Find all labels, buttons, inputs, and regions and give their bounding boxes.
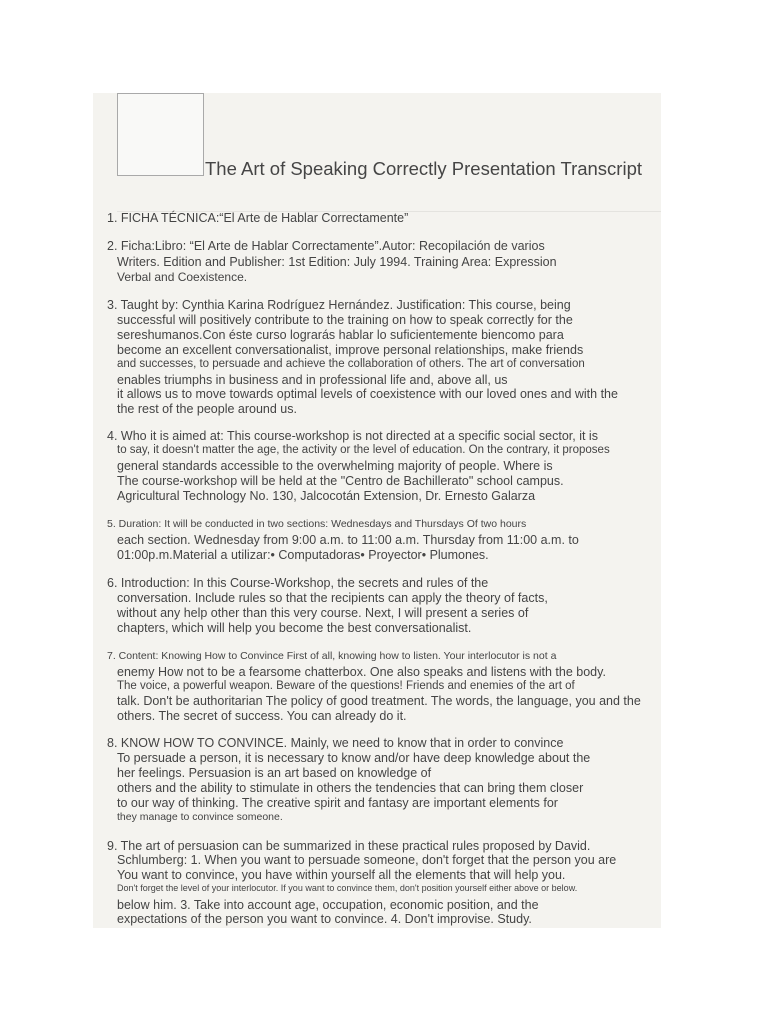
transcript-line: Don't forget the level of your interlocutor. If you want to convince them, don't position yourself either above or below. xyxy=(117,883,578,893)
transcript-line: 4. Who it is aimed at: This course-workshop is not directed at a specific social sector, it is xyxy=(107,429,598,443)
transcript-line: The course-workshop will be held at the "Centro de Bachillerato" school campus. xyxy=(117,474,564,488)
transcript-line: Schlumberg: 1. When you want to persuade someone, don't forget that the person you are xyxy=(117,853,617,867)
transcript-line: expectations of the person you want to convince. 4. Don't improvise. Study. xyxy=(117,912,532,926)
page-title: The Art of Speaking Correctly Presentation Transcript xyxy=(205,158,643,179)
transcript-line: others. The secret of success. You can already do it. xyxy=(117,709,407,723)
transcript-line: Writers. Edition and Publisher: 1st Edition: July 1994. Training Area: Expression xyxy=(117,255,557,269)
transcript-line: To persuade a person, it is necessary to know and/or have deep knowledge about the xyxy=(117,751,591,765)
transcript-line: others and the ability to stimulate in others the tendencies that can bring them closer xyxy=(117,781,584,795)
transcript-line: 6. Introduction: In this Course-Workshop, the secrets and rules of the xyxy=(107,576,489,590)
transcript-line: the rest of the people around us. xyxy=(117,402,297,416)
transcript-line: each section. Wednesday from 9:00 a.m. to 11:00 a.m. Thursday from 11:00 a.m. to xyxy=(117,533,579,547)
transcript-line: 2. Ficha:Libro: “El Arte de Hablar Correctamente”.Autor: Recopilación de varios xyxy=(107,239,545,253)
transcript-line: they manage to convince someone. xyxy=(117,811,283,823)
transcript-line: You want to convince, you have within yourself all the elements that will help you. xyxy=(117,868,566,882)
transcript-line: general standards accessible to the overwhelming majority of people. Where is xyxy=(117,459,553,473)
transcript-line: chapters, which will help you become the best conversationalist. xyxy=(117,621,472,635)
transcript-line: 5. Duration: It will be conducted in two sections: Wednesdays and Thursdays Of two hours xyxy=(107,518,527,530)
transcript-line: successful will positively contribute to the training on how to speak correctly for the xyxy=(117,313,573,327)
transcript-line: The voice, a powerful weapon. Beware of the questions! Friends and enemies of the art of xyxy=(117,680,575,692)
transcript-line: 1. FICHA TÉCNICA:“El Arte de Hablar Correctamente” xyxy=(107,211,409,225)
transcript-line: Agricultural Technology No. 130, Jalcocotán Extension, Dr. Ernesto Galarza xyxy=(117,489,536,503)
transcript-line: to our way of thinking. The creative spirit and fantasy are important elements for xyxy=(117,796,558,810)
transcript-line: enemy How not to be a fearsome chatterbox. One also speaks and listens with the body. xyxy=(117,665,606,679)
transcript-line: become an excellent conversationalist, improve personal relationships, make friends xyxy=(117,343,584,357)
transcript-line: Verbal and Coexistence. xyxy=(117,270,248,284)
transcript-line: below him. 3. Take into account age, occupation, economic position, and the xyxy=(117,898,539,912)
transcript-line: 7. Content: Knowing How to Convince First of all, knowing how to listen. Your interlocutor is not a xyxy=(107,650,557,662)
transcript-line: enables triumphs in business and in professional life and, above all, us xyxy=(117,373,508,387)
transcript-line: talk. Don't be authoritarian The policy of good treatment. The words, the language, you and the xyxy=(117,694,641,708)
transcript-line: 9. The art of persuasion can be summarized in these practical rules proposed by David. xyxy=(107,839,591,853)
transcript-line: 01:00p.m.Material a utilizar:• Computadoras• Proyector• Plumones. xyxy=(117,548,489,562)
transcript-line: 3. Taught by: Cynthia Karina Rodríguez Hernández. Justification: This course, being xyxy=(107,298,571,312)
transcript-line: sereshumanos.Con éste curso lograrás hablar lo suficientemente biencomo para xyxy=(117,328,564,342)
transcript-line: to say, it doesn't matter the age, the activity or the level of education. On the contrary, it proposes xyxy=(117,444,610,456)
transcript-line: without any help other than this very course. Next, I will present a series of xyxy=(117,606,529,620)
transcript-line: conversation. Include rules so that the recipients can apply the theory of facts, xyxy=(117,591,548,605)
transcript-line: 8. KNOW HOW TO CONVINCE. Mainly, we need to know that in order to convince xyxy=(107,736,564,750)
transcript-line: it allows us to move towards optimal levels of coexistence with our loved ones and with the xyxy=(117,387,618,401)
transcript-line: her feelings. Persuasion is an art based on knowledge of xyxy=(117,766,432,780)
document-thumbnail xyxy=(117,93,204,176)
transcript-line: and successes, to persuade and achieve the collaboration of others. The art of conversation xyxy=(117,358,585,370)
